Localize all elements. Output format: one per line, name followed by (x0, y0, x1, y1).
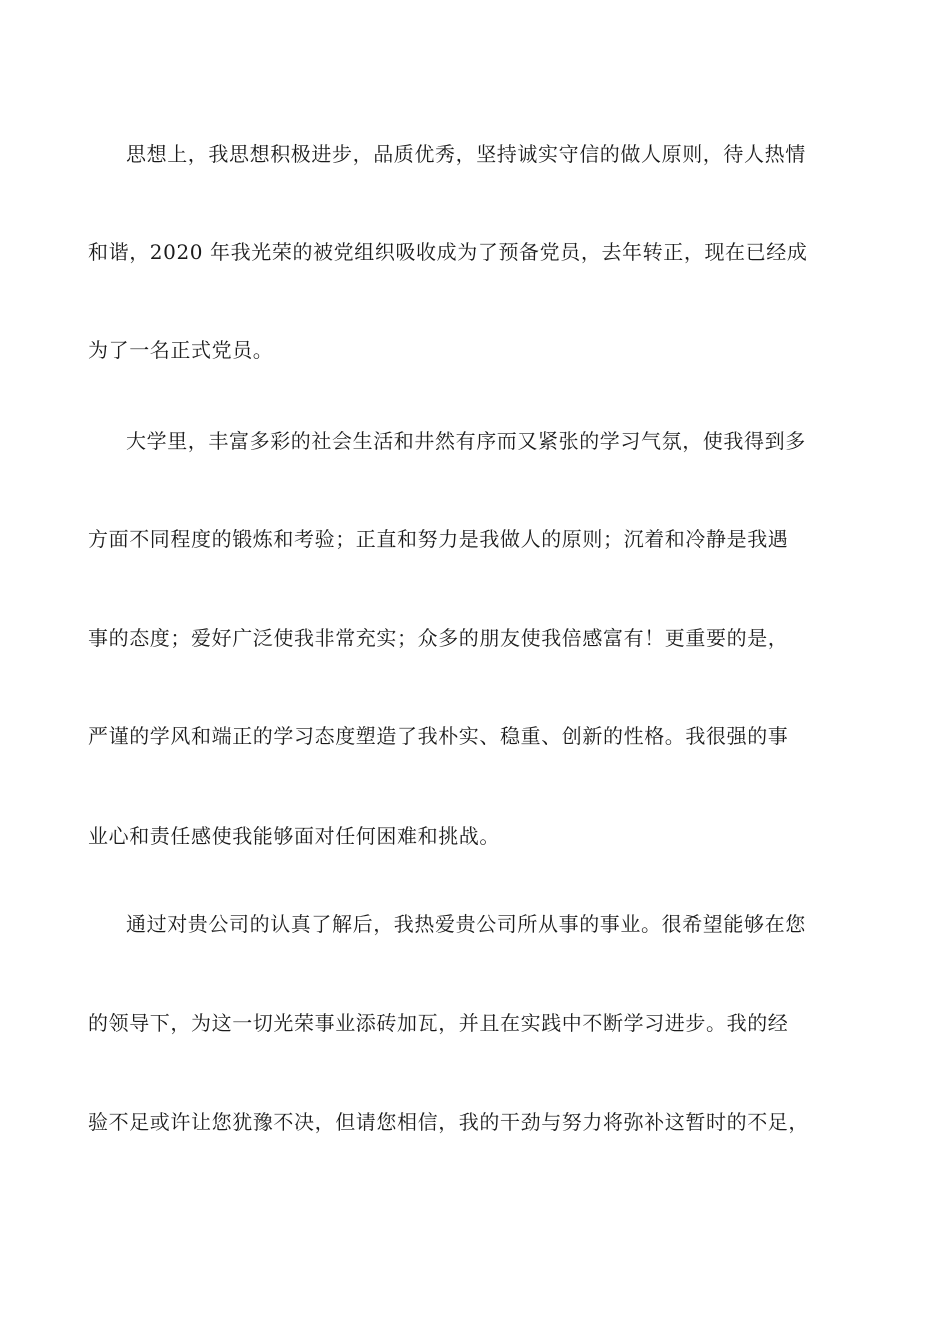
paragraph-3-line-1: 通过对贵公司的认真了解后，我热爱贵公司所从事的事业。很希望能够在您 (126, 912, 806, 936)
paragraph-2-line-5: 业心和责任感使我能够面对任何困难和挑战。 (88, 824, 500, 848)
paragraph-3-line-2: 的领导下，为这一切光荣事业添砖加瓦，并且在实践中不断学习进步。我的经 (88, 1011, 789, 1035)
paragraph-1-line-3: 为了一名正式党员。 (88, 338, 274, 362)
paragraph-1-line-2: 和谐，2020 年我光荣的被党组织吸收成为了预备党员，去年转正，现在已经成 (88, 240, 808, 264)
paragraph-3-line-3: 验不足或许让您犹豫不决，但请您相信，我的干劲与努力将弥补这暂时的不足， (88, 1110, 809, 1134)
paragraph-2-line-4: 严谨的学风和端正的学习态度塑造了我朴实、稳重、创新的性格。我很强的事 (88, 724, 789, 748)
paragraph-2-line-1: 大学里，丰富多彩的社会生活和井然有序而又紧张的学习气氛，使我得到多 (126, 429, 806, 453)
paragraph-2-line-2: 方面不同程度的锻炼和考验；正直和努力是我做人的原则；沉着和冷静是我遇 (88, 527, 789, 551)
paragraph-2-line-3: 事的态度；爱好广泛使我非常充实；众多的朋友使我倍感富有！更重要的是， (88, 626, 789, 650)
paragraph-1-line-1: 思想上，我思想积极进步，品质优秀，坚持诚实守信的做人原则，待人热情 (126, 142, 806, 166)
